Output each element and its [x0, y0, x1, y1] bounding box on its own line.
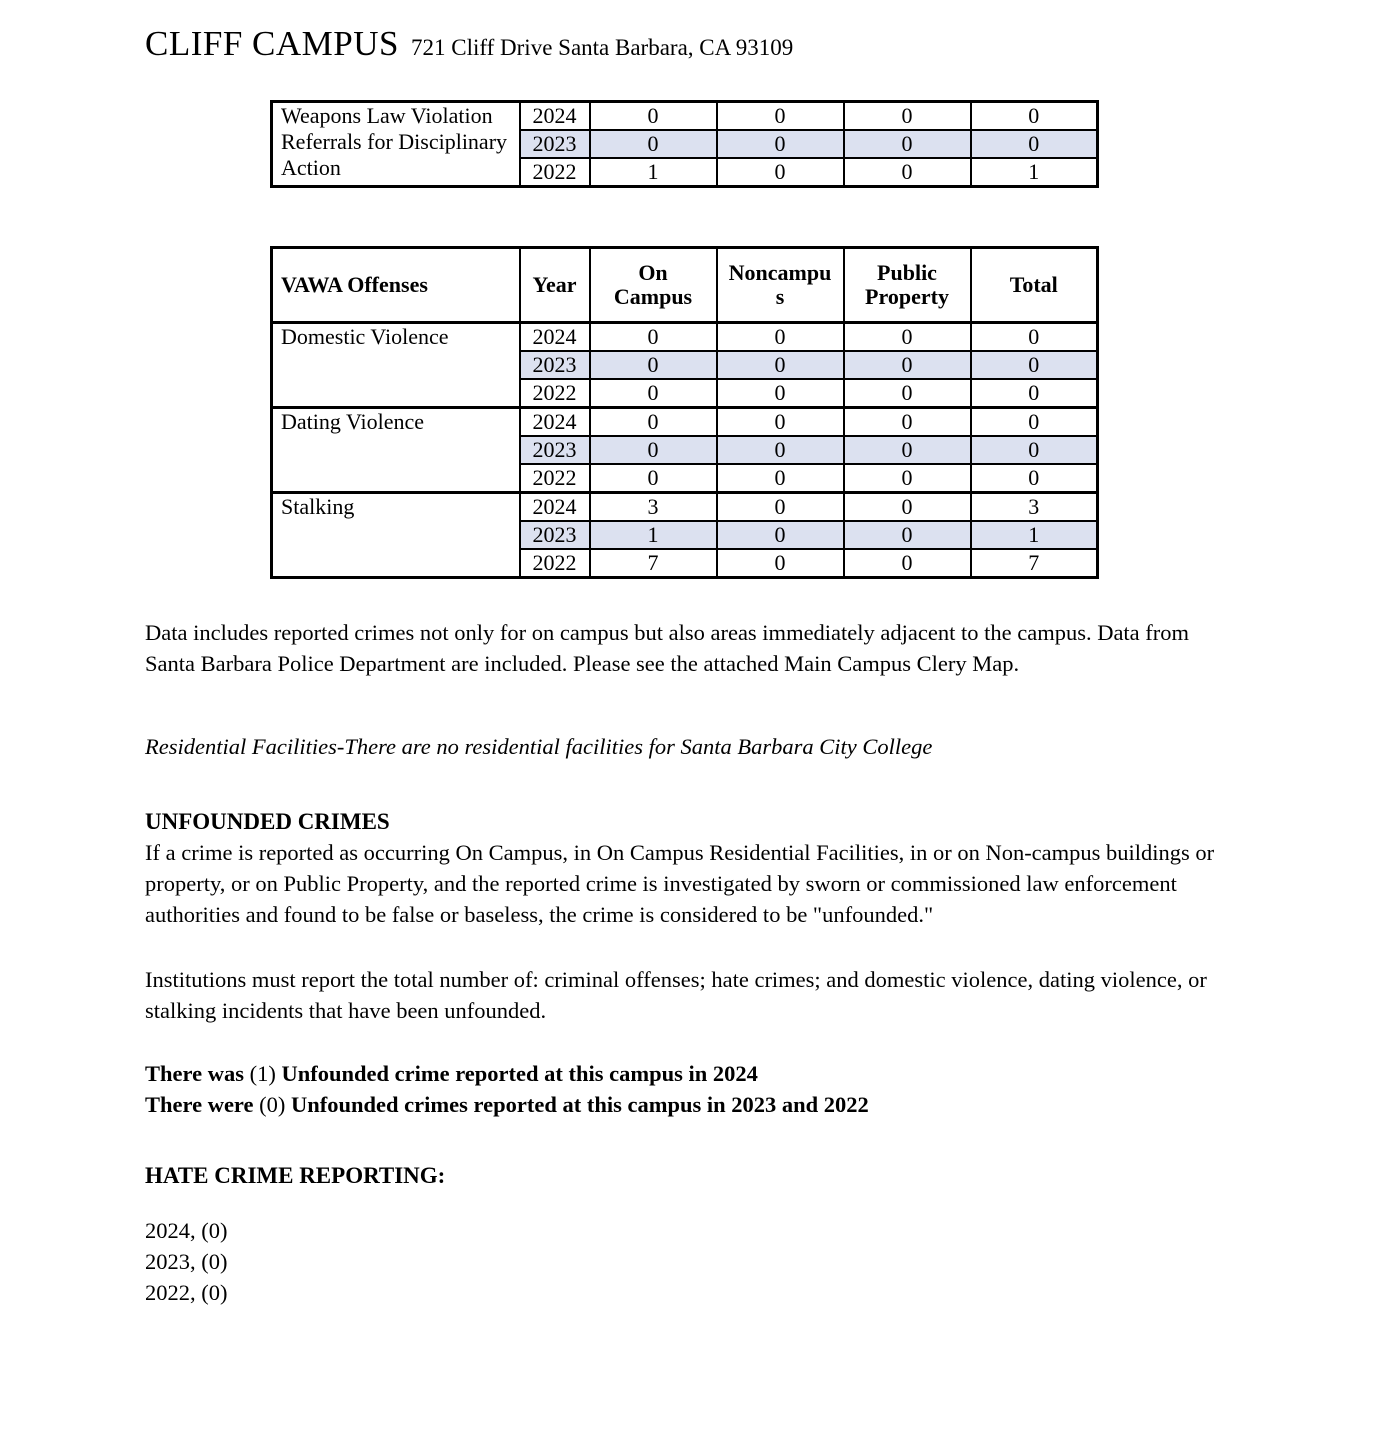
count-value: (0) — [259, 1092, 286, 1117]
count-cell: 0 — [844, 351, 971, 379]
page-header — [145, 24, 1376, 64]
residential-facilities-note: Residential Facilities-There are no residential facilities for Santa Barbara City College — [145, 734, 933, 759]
count-cell: 0 — [717, 323, 844, 352]
offense-label: Weapons Law Violation Referrals for Disciplinary Action — [272, 102, 520, 187]
unfounded-count-2024-line — [145, 1058, 1233, 1089]
count-cell: 0 — [844, 102, 971, 131]
hate-crime-years-block — [145, 1215, 1233, 1308]
year-cell: 2023 — [520, 351, 590, 379]
count-cell: 0 — [971, 351, 1098, 379]
count-cell: 0 — [844, 521, 971, 549]
count-cell: 7 — [590, 549, 717, 578]
count-cell: 0 — [971, 130, 1098, 158]
weapons-referrals-table — [270, 100, 1099, 188]
count-cell: 0 — [590, 436, 717, 464]
year-cell: 2023 — [520, 436, 590, 464]
hate-year-line: 2024, (0) — [145, 1218, 228, 1243]
count-cell: 7 — [971, 549, 1098, 578]
unfounded-crimes-heading: UNFOUNDED CRIMES — [145, 809, 390, 834]
line-text: Unfounded crimes reported at this campus in 2023 and 2022 — [285, 1092, 869, 1117]
count-cell: 1 — [590, 521, 717, 549]
count-cell: 1 — [971, 521, 1098, 549]
count-cell: 0 — [717, 464, 844, 493]
count-cell: 0 — [844, 493, 971, 522]
year-cell: 2024 — [520, 408, 590, 437]
campus-address: 721 Cliff Drive Santa Barbara, CA 93109 — [411, 35, 794, 60]
offense-label: Domestic Violence — [272, 323, 520, 408]
count-cell: 0 — [717, 549, 844, 578]
col-header-year: Year — [520, 248, 590, 323]
col-header-noncampus: Noncampus — [717, 248, 844, 323]
year-cell: 2024 — [520, 102, 590, 131]
institutions-paragraph: Institutions must report the total number of: criminal offenses; hate crimes; and domestic violence, dating violence, or stalking incidents that have been unfounded. — [145, 967, 1207, 1023]
count-cell: 0 — [590, 323, 717, 352]
count-cell: 0 — [971, 379, 1098, 408]
count-cell: 0 — [717, 130, 844, 158]
count-cell: 0 — [717, 351, 844, 379]
year-cell: 2024 — [520, 323, 590, 352]
count-value: (1) — [249, 1061, 276, 1086]
count-cell: 0 — [590, 379, 717, 408]
count-cell: 0 — [971, 464, 1098, 493]
count-cell: 0 — [717, 521, 844, 549]
table-row — [272, 102, 1098, 131]
count-cell: 0 — [717, 408, 844, 437]
count-cell: 0 — [717, 436, 844, 464]
count-cell: 0 — [717, 493, 844, 522]
table-row — [272, 323, 1098, 352]
col-header-total: Total — [971, 248, 1098, 323]
year-cell: 2023 — [520, 130, 590, 158]
table-row — [272, 493, 1098, 522]
body-text — [145, 617, 1233, 1308]
offense-label: Dating Violence — [272, 408, 520, 493]
year-cell: 2024 — [520, 493, 590, 522]
count-cell: 0 — [717, 158, 844, 187]
offense-label: Stalking — [272, 493, 520, 578]
count-cell: 0 — [844, 158, 971, 187]
count-cell: 0 — [717, 102, 844, 131]
count-cell: 1 — [590, 158, 717, 187]
year-cell: 2022 — [520, 549, 590, 578]
tables-area — [270, 100, 1376, 579]
line-text: Unfounded crime reported at this campus in 2024 — [275, 1061, 758, 1086]
count-cell: 3 — [971, 493, 1098, 522]
vawa-offenses-table — [270, 246, 1099, 579]
year-cell: 2022 — [520, 379, 590, 408]
line-text: There was — [145, 1061, 250, 1086]
line-text: There were — [145, 1092, 260, 1117]
col-header-public-property: Public Property — [844, 248, 971, 323]
campus-title: CLIFF CAMPUS — [145, 24, 400, 63]
count-cell: 0 — [590, 130, 717, 158]
count-cell: 0 — [844, 549, 971, 578]
unfounded-counts-block — [145, 1058, 1233, 1120]
count-cell: 3 — [590, 493, 717, 522]
unfounded-count-2023-2022-line — [145, 1089, 1233, 1120]
unfounded-crimes-paragraph: If a crime is reported as occurring On Campus, in On Campus Residential Facilities, in or on Non-campus buildings or property, or on Public Property, and the reported crime is investigated by sworn or commissioned law enforcement authorities and found to be false or baseless, the crime is considered to be "unfounded." — [145, 840, 1215, 927]
count-cell: 0 — [844, 130, 971, 158]
count-cell: 0 — [844, 436, 971, 464]
count-cell: 0 — [717, 379, 844, 408]
table-row — [272, 408, 1098, 437]
count-cell: 0 — [844, 408, 971, 437]
data-note-paragraph: Data includes reported crimes not only for on campus but also areas immediately adjacent to the campus. Data from Santa Barbara Police Department are included. Please see the attached Main Campus Clery Map. — [145, 620, 1190, 676]
year-cell: 2022 — [520, 158, 590, 187]
count-cell: 0 — [971, 408, 1098, 437]
year-cell: 2022 — [520, 464, 590, 493]
count-cell: 0 — [590, 351, 717, 379]
count-cell: 0 — [971, 323, 1098, 352]
count-cell: 0 — [590, 102, 717, 131]
year-cell: 2023 — [520, 521, 590, 549]
hate-year-line: 2023, (0) — [145, 1249, 228, 1274]
count-cell: 0 — [590, 464, 717, 493]
count-cell: 0 — [844, 464, 971, 493]
count-cell: 0 — [971, 102, 1098, 131]
count-cell: 0 — [844, 323, 971, 352]
col-header-on-campus: On Campus — [590, 248, 717, 323]
count-cell: 0 — [844, 379, 971, 408]
hate-crime-heading: HATE CRIME REPORTING: — [145, 1163, 446, 1188]
count-cell: 0 — [590, 408, 717, 437]
hate-year-line: 2022, (0) — [145, 1280, 228, 1305]
table-header-row — [272, 248, 1098, 323]
count-cell: 1 — [971, 158, 1098, 187]
count-cell: 0 — [971, 436, 1098, 464]
col-header-vawa-offenses: VAWA Offenses — [272, 248, 520, 323]
